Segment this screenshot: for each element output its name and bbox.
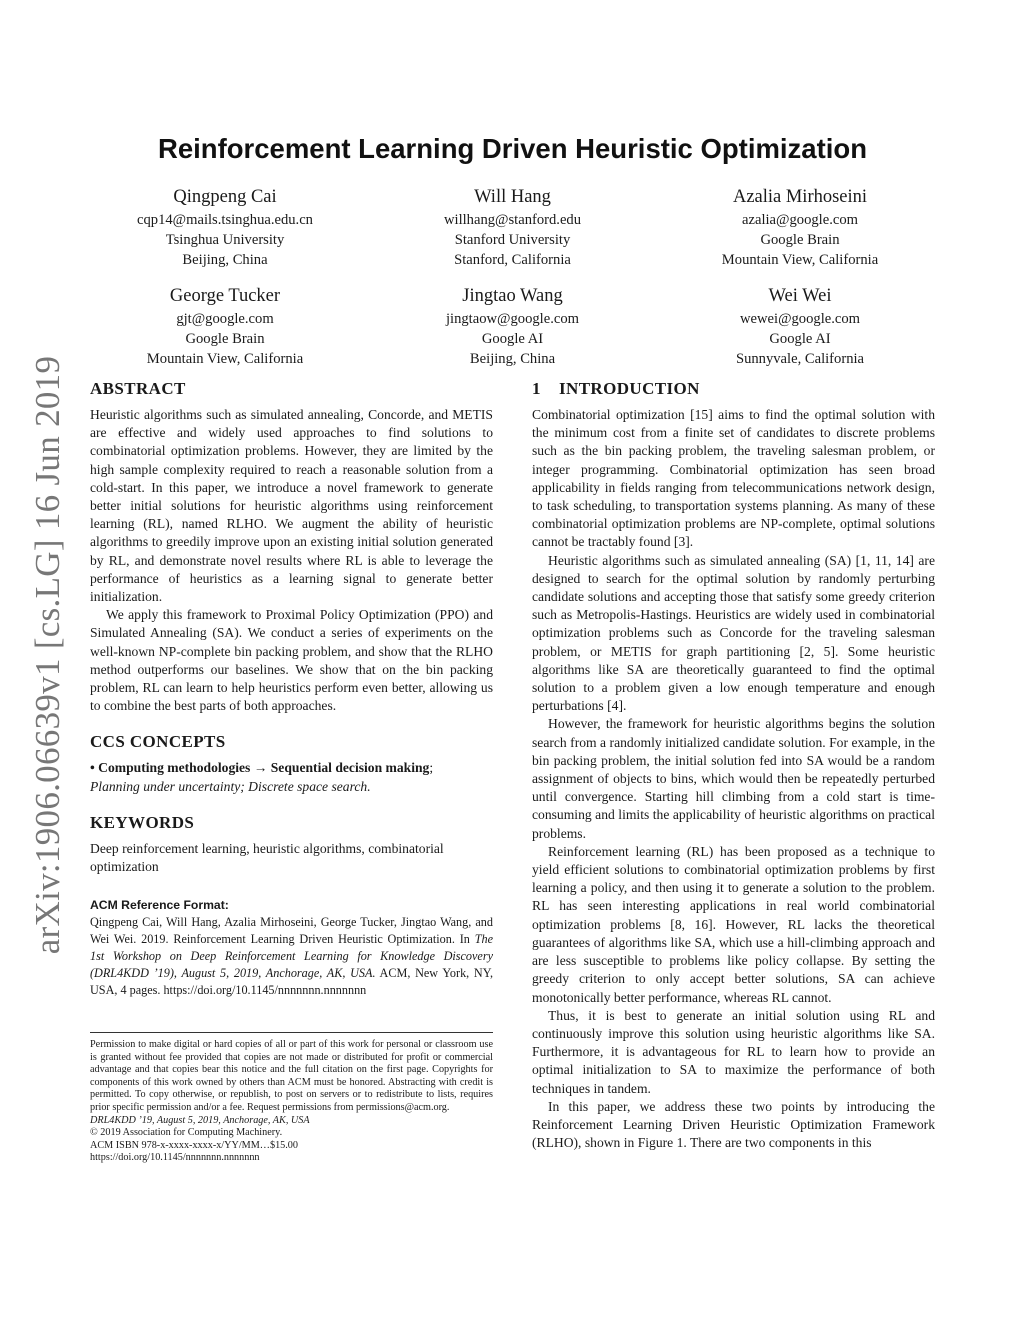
abstract-paragraph: Heuristic algorithms such as simulated annealing, Concorde, and METIS are effective and widely used approaches to find solutions to combinatorial optimization problems. However, they are limited by the high sample complexity required to reach a reasonable solution from a cold-start. In this paper, we introduce a novel framework to generate better initial solutions for heuristic algorithms using reinforcement learning (RL), named RLHO. We augment the ability of heuristic algorithms to greedily improve upon an existing initial solution generated by RL, and demonstrate novel results where RL is able to leverage the performance of heuristics as a learning signal to generate better initialization. [90, 407, 493, 605]
acm-reference-authors: Qingpeng Cai, Will Hang, Azalia Mirhoseini, George Tucker, Jingtao Wang, and Wei Wei. 2019. Reinforcement Learning Driven Heuristic Optimization. In [90, 915, 493, 947]
author-name: Qingpeng Cai [173, 187, 277, 207]
author-affiliation: Tsinghua University [165, 232, 285, 248]
intro-paragraph: In this paper, we address these two points by introducing the Reinforcement Learning Driven Heuristic Optimization Framework (RLHO), shown in Figure 1. There are two components in this [532, 1098, 935, 1151]
author-location: Beijing, China [182, 252, 268, 268]
author-email: wewei@google.com [739, 311, 861, 327]
acm-reference-text [90, 914, 493, 999]
right-column [532, 378, 935, 1152]
author-name: George Tucker [169, 286, 281, 306]
ccs-concepts [90, 759, 493, 795]
ccs-section [90, 731, 493, 795]
author-affiliation: Google AI [481, 331, 544, 347]
keywords-text: Deep reinforcement learning, heuristic algorithms, combinatorial optimization [90, 840, 444, 875]
arxiv-stamp: arXiv:1906.06639v1 [cs.LG] 16 Jun 2019 [28, 355, 67, 955]
acm-reference-heading: ACM Reference Format: [90, 898, 229, 913]
intro-paragraph: However, the framework for heuristic algorithms begins the solution search from a randomly initialized candidate solution. For example, in the bin packing problem, the initial solution fed into SA would be a random assignment of objects to bins, which would then be repeatedly perturbed until convergence. Starting hill climbing from a cold start is time-consuming and limits the applicability of heuristic algorithms on practical problems. [532, 716, 935, 841]
intro-paragraph: Reinforcement learning (RL) has been proposed as a technique to yield efficient solutions to combinatorial optimization problems by first learning a policy, and then using it to generate a solution to the problem. RL has seen interesting applications in real world combinatorial optimization problems [8, 16]. However, RL lacks the theoretical guarantees of algorithms like SA, which use a hill-climbing approach and are less susceptible to problems like policy collapse. By setting the greedy criterion to only accept better solutions, SA can achieve monotonically better performance, whereas RL cannot. [532, 843, 935, 1005]
acm-reference-venue: The 1st Workshop on Deep Reinforcement Learning for Knowledge Discovery (DRL4KDD ’19), August 5, 2019, Anchorage, AK, USA. [90, 932, 493, 981]
author-affiliation: Google Brain [185, 331, 265, 347]
author-card [665, 283, 935, 369]
ccs-bullet: • Computing methodologies → Sequential decision making [90, 760, 430, 776]
ccs-secondary: Planning under uncertainty; Discrete space search. [90, 778, 371, 794]
left-column [90, 378, 493, 999]
author-email: gjt@google.com [176, 311, 274, 327]
author-email: azalia@google.com [742, 212, 858, 228]
paper-title: Reinforcement Learning Driven Heuristic Optimization [157, 133, 867, 164]
intro-paragraph: Thus, it is best to generate an initial solution using RL and continuously improve this solution using heuristic algorithms like SA. Furthermore, it is advantageous for RL to learn how to provide an optimal initialization to SA to maximize the performance of both techniques in tandem. [532, 1007, 935, 1096]
permission-isbn: ACM ISBN 978-x-xxxx-xxxx-x/YY/MM…$15.00 [90, 1139, 298, 1151]
author-location: Beijing, China [469, 351, 556, 367]
author-location: Mountain View, California [146, 351, 304, 367]
author-card [378, 184, 648, 270]
abstract-paragraph: We apply this framework to Proximal Policy Optimization (PPO) and Simulated Annealing (SA). We conduct a series of experiments on the well-known NP-complete bin packing problem, and show that the RLHO method outperforms our baselines. We show that on the bin packing problem, RL can learn to help heuristics perform even better, allowing us to combine the best parts of both approaches. [90, 607, 493, 714]
author-row [90, 184, 935, 270]
author-location: Sunnyvale, California [735, 351, 865, 367]
author-affiliation: Google Brain [760, 232, 840, 248]
author-card [90, 184, 360, 270]
author-name: Azalia Mirhoseini [732, 187, 868, 207]
author-block [90, 184, 935, 382]
intro-heading [532, 378, 935, 400]
keywords-section [90, 812, 493, 876]
author-email: jingtaow@google.com [445, 311, 579, 327]
author-card [665, 184, 935, 270]
permission-block [90, 1032, 493, 1165]
intro-paragraph: Heuristic algorithms such as simulated annealing (SA) [1, 11, 14] are designed to search for the optimal solution by randomly perturbing candidate solutions and accepting those that satisfy some greedy criterion such as Metropolis-Hastings. Heuristics are widely used in combinatorial optimization problems such as Concorde for the traveling salesman problem, or METIS for graph partitioning [2, 5]. Some heuristic algorithms like SA are theoretically guaranteed to find the optimal solution to a problem given a low enough temperature and enough perturbations [4]. [532, 552, 935, 714]
permission-text: Permission to make digital or hard copies of all or part of this work for personal or classroom use is granted without fee provided that copies are not made or distributed for profit or commercial advantage and that copies bear this notice and the full citation on the first page. Copyrights for components of this work owned by others than ACM must be honored. Abstracting with credit is permitted. To copy otherwise, or republish, to post on servers or to redistribute to lists, requires prior specific permission and/or a fee. Request permissions from permissions@acm.org. [90, 1039, 493, 1113]
abstract-heading: ABSTRACT [90, 379, 186, 398]
author-location: Stanford, California [454, 252, 571, 268]
acm-reference-publisher: ACM, New York, NY, USA, 4 pages. https://doi.org/10.1145/nnnnnnn.nnnnnnn [90, 966, 494, 998]
section-number: 1 [532, 379, 541, 398]
author-name: Jingtao Wang [462, 286, 563, 306]
author-affiliation: Stanford University [454, 232, 571, 248]
author-row [90, 283, 935, 369]
author-name: Wei Wei [768, 286, 832, 306]
intro-paragraph: Combinatorial optimization [15] aims to find the optimal solution with the minimum cost from a finite set of candidates to discrete problems such as the bin packing problem, the traveling salesman problem, or integer programming. Combinatorial optimization has seen broad applicability in fields ranging from telecommunications network design, to task scheduling, to transportation systems planning. As many of these combinatorial optimization problems are NP-complete, optimal solutions cannot be tractably found [3]. [532, 407, 935, 550]
author-affiliation: Google AI [769, 331, 831, 347]
author-email: cqp14@mails.tsinghua.edu.cn [137, 212, 313, 228]
author-location: Mountain View, California [721, 252, 879, 268]
keywords-heading: KEYWORDS [90, 812, 195, 832]
author-card [90, 283, 360, 369]
ccs-heading: CCS CONCEPTS [90, 732, 226, 752]
ccs-separator: ; [429, 760, 434, 776]
author-name: Will Hang [474, 187, 551, 207]
author-card [378, 283, 648, 369]
permission-doi[interactable]: https://doi.org/10.1145/nnnnnnn.nnnnnnn [90, 1152, 260, 1164]
author-email: willhang@stanford.edu [443, 212, 582, 228]
permission-venue: DRL4KDD ’19, August 5, 2019, Anchorage, AK, USA [90, 1114, 310, 1126]
permission-copyright: © 2019 Association for Computing Machinery. [90, 1127, 283, 1139]
section-title: INTRODUCTION [559, 379, 700, 398]
